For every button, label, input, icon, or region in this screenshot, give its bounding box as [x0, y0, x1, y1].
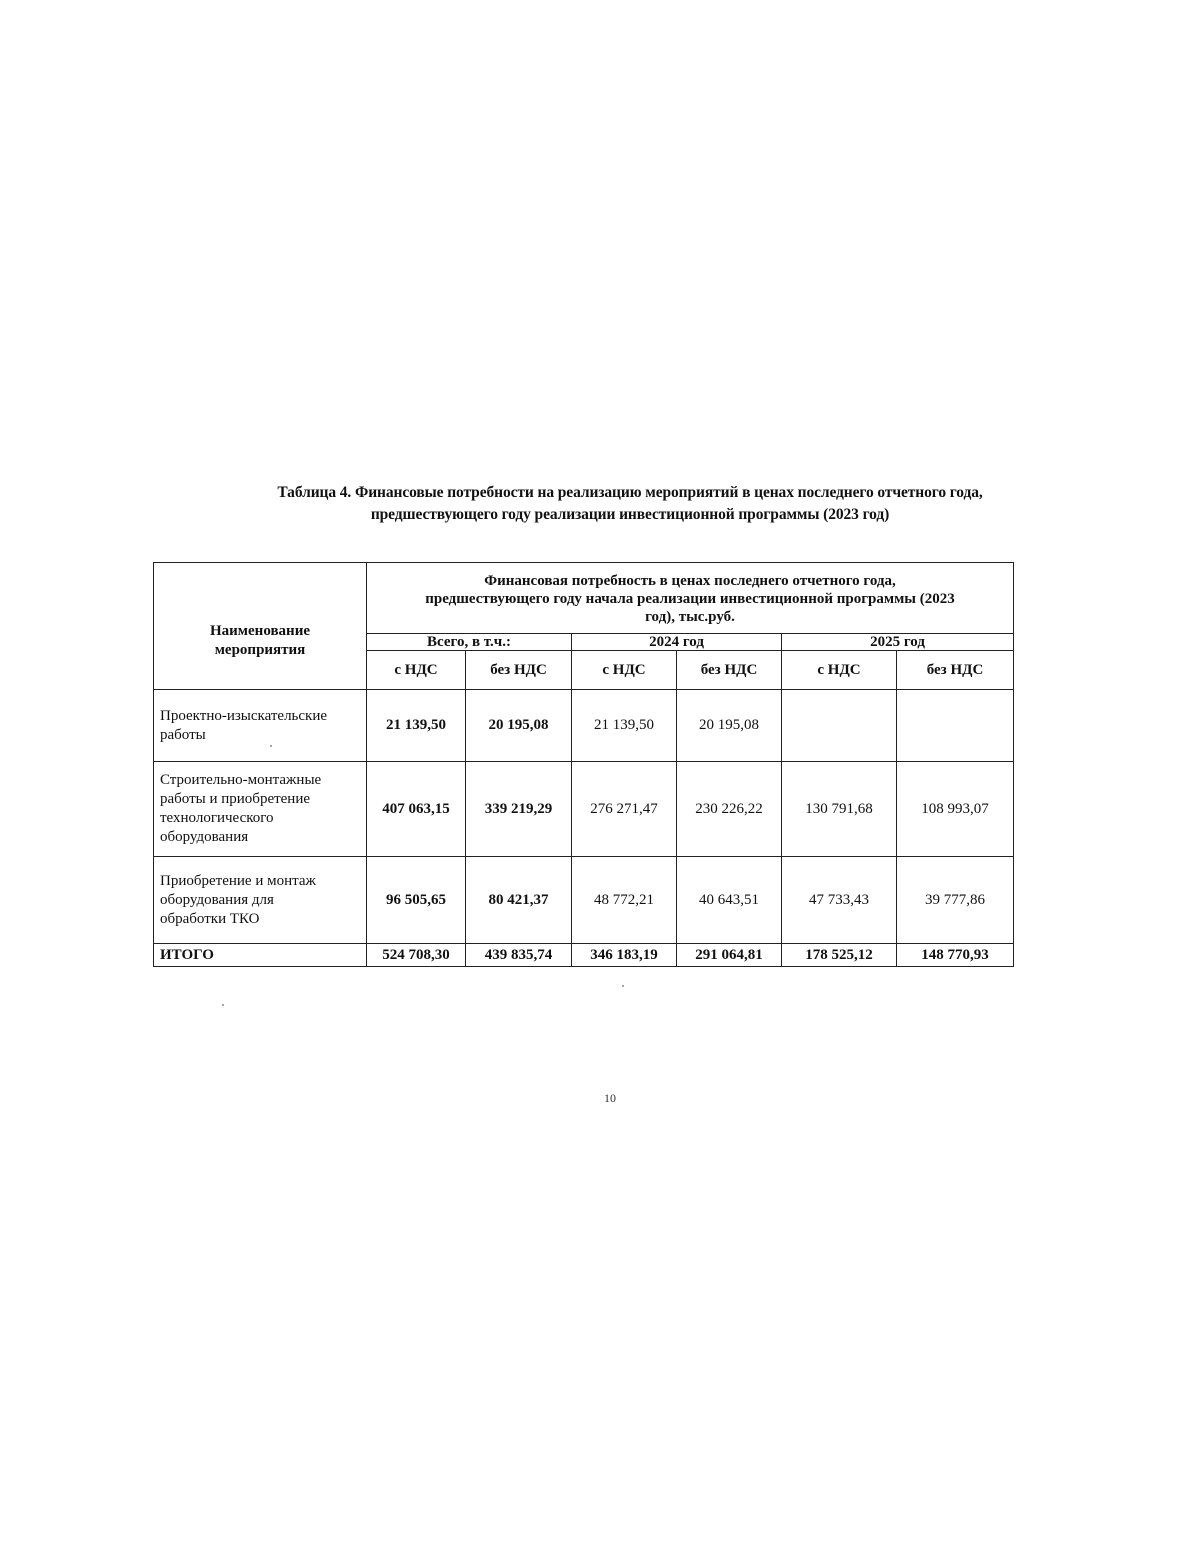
- cell-total-with-vat: 407 063,15: [367, 762, 466, 857]
- cell-total-with-vat: 21 139,50: [367, 690, 466, 762]
- cell-2025-with-vat: [782, 690, 897, 762]
- header-2024-without-vat: без НДС: [677, 651, 782, 690]
- scan-speck: [222, 1004, 224, 1006]
- cell-2025-without-vat: 39 777,86: [897, 857, 1014, 944]
- table-caption: [200, 482, 1060, 526]
- header-event-name-line-1: Наименование: [210, 623, 310, 639]
- header-financial-need-line-3: год), тыс.руб.: [645, 609, 735, 625]
- table-row: [154, 762, 1014, 857]
- header-period-total: Всего, в т.ч.:: [367, 634, 572, 651]
- total-2024-without-vat: 291 064,81: [677, 944, 782, 967]
- cell-2025-with-vat: 130 791,68: [782, 762, 897, 857]
- cell-2025-with-vat: 47 733,43: [782, 857, 897, 944]
- total-label: ИТОГО: [154, 944, 367, 967]
- header-total-with-vat: с НДС: [367, 651, 466, 690]
- header-total-without-vat: без НДС: [466, 651, 572, 690]
- total-2025-with-vat: 178 525,12: [782, 944, 897, 967]
- cell-total-with-vat: 96 505,65: [367, 857, 466, 944]
- cell-total-without-vat: 20 195,08: [466, 690, 572, 762]
- cell-2025-without-vat: [897, 690, 1014, 762]
- row-name-line: Строительно-монтажные: [160, 772, 322, 788]
- total-2025-without-vat: 148 770,93: [897, 944, 1014, 967]
- cell-2024-with-vat: 48 772,21: [572, 857, 677, 944]
- cell-total-without-vat: 339 219,29: [466, 762, 572, 857]
- row-name-line: технологического: [160, 810, 274, 826]
- row-name-line: работы: [160, 726, 206, 743]
- row-name-construction: [154, 762, 367, 857]
- row-name-line: Проектно-изыскательские: [160, 707, 328, 724]
- row-name-line: оборудования для: [160, 891, 274, 908]
- cell-2024-without-vat: 40 643,51: [677, 857, 782, 944]
- row-name-line: работы и приобретение: [160, 791, 311, 807]
- row-name-line: Приобретение и монтаж: [160, 872, 316, 889]
- header-event-name-line-2: мероприятия: [214, 642, 306, 658]
- caption-line-2: предшествующего году реализации инвестиционной программы (2023 год): [370, 506, 890, 523]
- page-number: 10: [604, 1091, 616, 1105]
- cell-2025-without-vat: 108 993,07: [897, 762, 1014, 857]
- header-2025-with-vat: с НДС: [782, 651, 897, 690]
- header-2025-without-vat: без НДС: [897, 651, 1014, 690]
- header-financial-need-line-1: Финансовая потребность в ценах последнего отчетного года,: [484, 573, 896, 589]
- caption-line-1: Таблица 4. Финансовые потребности на реализацию мероприятий в ценах последнего отчетного года,: [277, 484, 983, 501]
- total-without-vat: 439 835,74: [466, 944, 572, 967]
- header-financial-need-line-2: предшествующего году начала реализации инвестиционной программы (2023: [425, 591, 955, 607]
- cell-2024-without-vat: 20 195,08: [677, 690, 782, 762]
- total-2024-with-vat: 346 183,19: [572, 944, 677, 967]
- scan-speck: [622, 985, 624, 987]
- row-name-design-survey: [154, 690, 367, 762]
- row-name-line: обработки ТКО: [160, 910, 260, 927]
- row-name-waste-equipment: [154, 857, 367, 944]
- header-financial-need: [367, 563, 1014, 634]
- header-event-name: [154, 563, 367, 690]
- header-period-2024: 2024 год: [572, 634, 782, 651]
- header-2024-with-vat: с НДС: [572, 651, 677, 690]
- cell-2024-with-vat: 276 271,47: [572, 762, 677, 857]
- row-name-line: оборудования: [160, 829, 249, 845]
- table-row: [154, 857, 1014, 944]
- cell-2024-without-vat: 230 226,22: [677, 762, 782, 857]
- total-with-vat: 524 708,30: [367, 944, 466, 967]
- header-period-2025: 2025 год: [782, 634, 1014, 651]
- cell-total-without-vat: 80 421,37: [466, 857, 572, 944]
- table-total-row: [154, 944, 1014, 967]
- table-row: [154, 690, 1014, 762]
- cell-2024-with-vat: 21 139,50: [572, 690, 677, 762]
- scan-speck: [270, 745, 272, 747]
- financial-needs-table: [153, 562, 1014, 967]
